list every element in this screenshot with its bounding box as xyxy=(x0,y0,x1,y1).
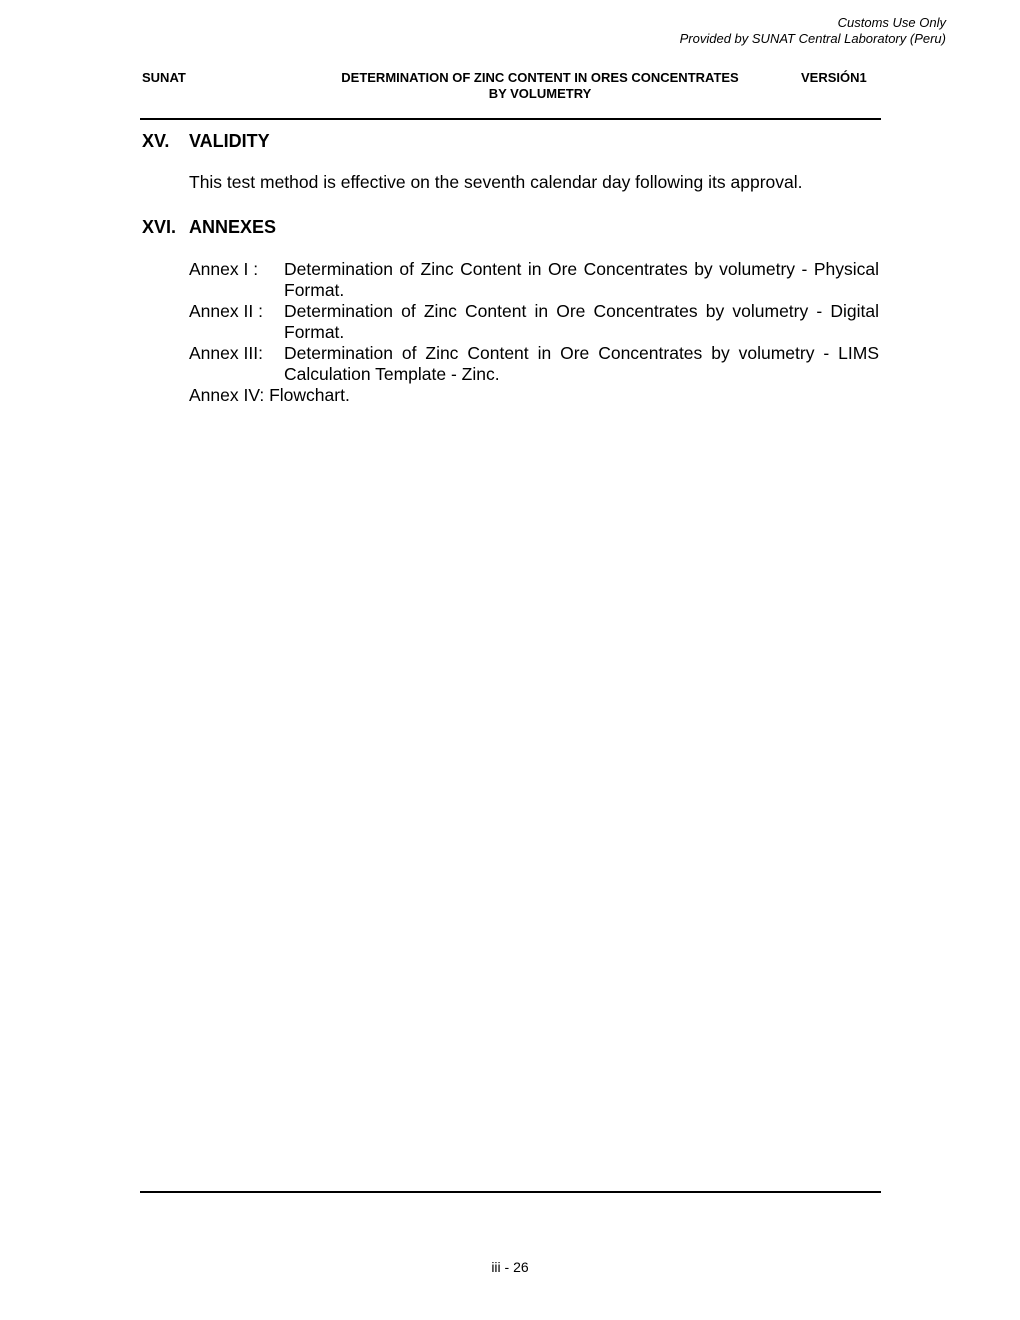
section-title: VALIDITY xyxy=(189,131,270,151)
header-divider xyxy=(140,118,881,120)
section-annexes-heading xyxy=(142,216,276,238)
footer-divider xyxy=(140,1191,881,1193)
annex-description: Determination of Zinc Content in Ore Concentrates by volumetry - Physical Format. xyxy=(284,259,879,300)
customs-note xyxy=(680,15,946,47)
header-version: VERSIÓN1 xyxy=(801,70,867,85)
annex-label: Annex II : xyxy=(189,301,263,321)
annex-label: Annex I : xyxy=(189,259,259,279)
header-title-line2: BY VOLUMETRY xyxy=(488,86,592,101)
section-title: ANNEXES xyxy=(189,217,277,237)
header-org: SUNAT xyxy=(142,70,186,85)
annex-label: Annex IV: xyxy=(189,385,265,405)
section-number: XVI. xyxy=(142,217,177,237)
annex-description: Flowchart. xyxy=(269,385,350,405)
annex-description: Determination of Zinc Content in Ore Concentrates by volumetry - LIMS Calculation Template - Zinc. xyxy=(284,343,879,384)
annex-description: Determination of Zinc Content in Ore Concentrates by volumetry - Digital Format. xyxy=(284,301,879,342)
validity-text: This test method is effective on the seventh calendar day following its approval. xyxy=(189,172,803,192)
provided-by: Provided by SUNAT Central Laboratory (Peru) xyxy=(679,31,946,46)
annex-list xyxy=(189,259,879,406)
header-title-line1: DETERMINATION OF ZINC CONTENT IN ORES CONCENTRATES xyxy=(341,70,739,85)
page-number: iii - 26 xyxy=(491,1259,529,1275)
annex-item xyxy=(189,385,879,406)
section-validity-heading xyxy=(142,130,270,152)
header-title xyxy=(290,70,790,102)
customs-use-only: Customs Use Only xyxy=(837,15,946,30)
annex-label: Annex III: xyxy=(189,343,263,363)
annex-item xyxy=(189,259,879,301)
annex-item xyxy=(189,343,879,385)
section-number: XV. xyxy=(142,131,170,151)
annex-item xyxy=(189,301,879,343)
